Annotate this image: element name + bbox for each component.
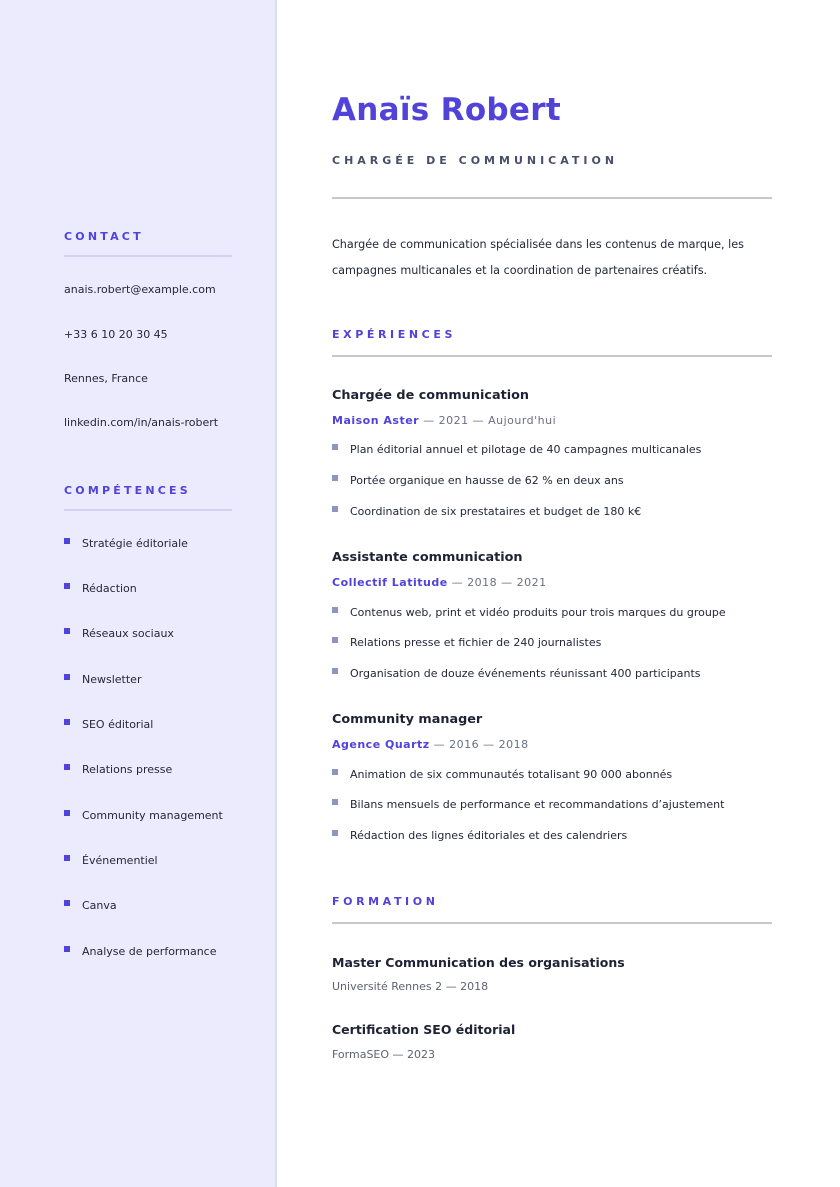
job-bullet xyxy=(332,443,701,456)
bullet-square-icon xyxy=(332,830,338,836)
job-bullet xyxy=(332,667,701,680)
skill-label: Événementiel xyxy=(82,854,158,867)
bullet-square-icon xyxy=(64,946,70,952)
contact-location: Rennes, France xyxy=(64,372,148,385)
company-name: Collectif Latitude xyxy=(332,576,448,589)
candidate-name: Anaïs Robert xyxy=(332,92,561,128)
header-divider xyxy=(332,197,772,199)
bullet-text: Portée organique en hausse de 62 % en deux ans xyxy=(350,474,624,487)
main-content xyxy=(332,0,772,1187)
education-meta: Université Rennes 2 — 2018 xyxy=(332,980,489,993)
skill-item xyxy=(64,763,172,776)
bullet-square-icon xyxy=(64,583,70,589)
job-bullet xyxy=(332,606,726,619)
bullet-square-icon xyxy=(332,769,338,775)
bullet-square-icon xyxy=(64,538,70,544)
skill-item xyxy=(64,854,158,867)
contact-divider xyxy=(64,255,232,257)
bullet-text: Organisation de douze événements réunissant 400 participants xyxy=(350,667,701,680)
contact-phone[interactable]: +33 6 10 20 30 45 xyxy=(64,328,168,341)
skill-item xyxy=(64,582,137,595)
bullet-square-icon xyxy=(332,668,338,674)
skill-item xyxy=(64,718,153,731)
company-name: Agence Quartz xyxy=(332,738,430,751)
job-bullet xyxy=(332,474,624,487)
skill-item xyxy=(64,537,188,550)
sidebar xyxy=(0,0,277,1187)
job-bullet xyxy=(332,829,627,842)
skill-label: Relations presse xyxy=(82,763,173,776)
skill-label: Réseaux sociaux xyxy=(82,627,174,640)
job-bullet xyxy=(332,636,601,649)
job-title: Assistante communication xyxy=(332,550,523,565)
job-title: Chargée de communication xyxy=(332,388,529,403)
experience-heading: EXPÉRIENCES xyxy=(332,328,456,341)
bullet-text: Plan éditorial annuel et pilotage de 40 campagnes multicanales xyxy=(350,443,702,456)
bullet-square-icon xyxy=(64,764,70,770)
job-meta xyxy=(332,738,529,751)
job-dates: — 2018 — 2021 xyxy=(447,576,547,589)
job-role: CHARGÉE DE COMMUNICATION xyxy=(332,154,619,167)
skill-label: Rédaction xyxy=(82,582,137,595)
education-heading: FORMATION xyxy=(332,895,439,908)
bullet-square-icon xyxy=(332,607,338,613)
skills-divider xyxy=(64,509,232,511)
profile-summary: Chargée de communication spécialisée dans les contenus de marque, les campagnes multicanales et la coordination de partenaires créatifs. xyxy=(332,238,744,277)
bullet-square-icon xyxy=(332,475,338,481)
bullet-square-icon xyxy=(64,674,70,680)
skill-label: Analyse de performance xyxy=(82,945,217,958)
contact-email[interactable]: anais.robert@example.com xyxy=(64,283,216,296)
skill-item xyxy=(64,673,141,686)
bullet-square-icon xyxy=(332,444,338,450)
skill-item xyxy=(64,627,174,640)
contact-heading: CONTACT xyxy=(64,230,144,243)
education-meta: FormaSEO — 2023 xyxy=(332,1048,436,1061)
job-dates: — 2021 — Aujourd'hui xyxy=(419,414,557,427)
job-bullet xyxy=(332,505,641,518)
skill-label: SEO éditorial xyxy=(82,718,154,731)
skills-heading: COMPÉTENCES xyxy=(64,484,191,497)
skill-label: Newsletter xyxy=(82,673,142,686)
job-bullet xyxy=(332,798,724,811)
bullet-text: Coordination de six prestataires et budget de 180 k€ xyxy=(350,505,642,518)
bullet-square-icon xyxy=(64,810,70,816)
company-name: Maison Aster xyxy=(332,414,420,427)
bullet-square-icon xyxy=(64,628,70,634)
skill-label: Stratégie éditoriale xyxy=(82,537,188,550)
education-divider xyxy=(332,922,772,924)
education-title: Certification SEO éditorial xyxy=(332,1022,516,1037)
skill-label: Canva xyxy=(82,899,117,912)
job-dates: — 2016 — 2018 xyxy=(429,738,529,751)
skill-item xyxy=(64,945,217,958)
bullet-text: Contenus web, print et vidéo produits pour trois marques du groupe xyxy=(350,606,726,619)
job-meta xyxy=(332,576,547,589)
bullet-square-icon xyxy=(64,719,70,725)
bullet-square-icon xyxy=(64,855,70,861)
experience-divider xyxy=(332,355,772,357)
bullet-square-icon xyxy=(332,799,338,805)
job-bullet xyxy=(332,768,672,781)
contact-linkedin[interactable]: linkedin.com/in/anais-robert xyxy=(64,416,219,429)
skill-item xyxy=(64,809,223,822)
skill-item xyxy=(64,899,117,912)
bullet-text: Bilans mensuels de performance et recommandations d’ajustement xyxy=(350,798,725,811)
skill-label: Community management xyxy=(82,809,223,822)
bullet-square-icon xyxy=(332,637,338,643)
bullet-square-icon xyxy=(64,900,70,906)
bullet-square-icon xyxy=(332,506,338,512)
job-meta xyxy=(332,414,556,427)
bullet-text: Animation de six communautés totalisant 90 000 abonnés xyxy=(350,768,673,781)
education-title: Master Communication des organisations xyxy=(332,955,625,970)
bullet-text: Relations presse et fichier de 240 journalistes xyxy=(350,636,602,649)
job-title: Community manager xyxy=(332,712,483,727)
bullet-text: Rédaction des lignes éditoriales et des calendriers xyxy=(350,829,628,842)
